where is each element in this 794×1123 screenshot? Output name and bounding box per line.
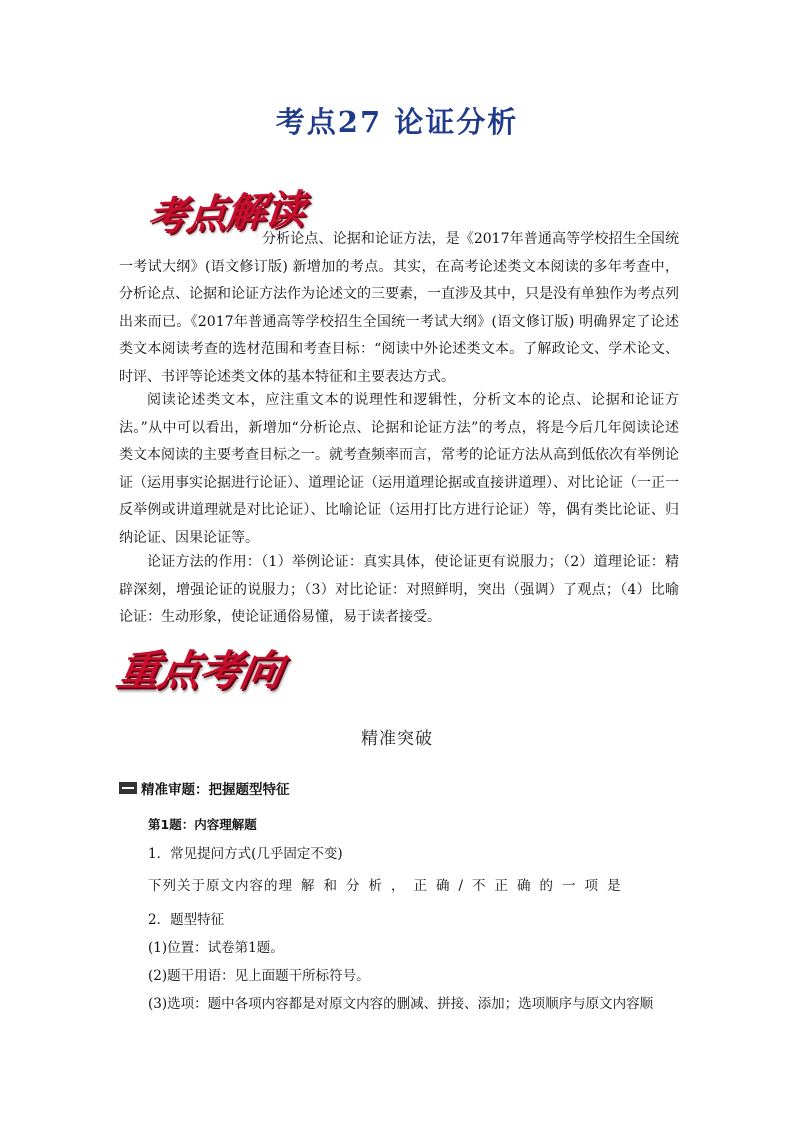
- kaodian-jiedu-logo: 考点解读: [145, 186, 307, 242]
- feature-options: (3)选项：题中各项内容都是对原文内容的删减、拼接、添加；选项顺序与原文内容顺: [148, 996, 654, 1012]
- dash-box-icon: [119, 782, 137, 794]
- typical-question: [148, 874, 630, 894]
- intro-paragraph-3: 论证方法的作用：（1）举例论证：真实具体，使论证更有说服力；（2）道理论证：精辟深刻，增强论证的说服力；（3）对比论证：对照鲜明，突出（强调）了观点；（4）比喻论证：生动形象，使论证通俗易懂，易于读者接受。: [119, 554, 679, 625]
- section-heading-label: 精准审题：把握题型特征: [141, 782, 290, 798]
- feature-stem: (2)题干用语：见上面题干所标符号。: [148, 968, 370, 984]
- question-type-label: 第1题：内容理解题: [148, 817, 257, 832]
- item-1-heading: 1．常见提问方式(几乎固定不变): [148, 846, 343, 862]
- feature-position: (1)位置：试卷第1题。: [148, 940, 284, 956]
- zhongdian-kaoxiang-logo: 重点考向: [113, 646, 286, 695]
- section-subtitle: 精准突破: [361, 729, 433, 749]
- section-heading: [119, 778, 290, 798]
- typical-question-prefix: 下列关于原文内容的: [148, 878, 279, 894]
- item-2-heading: 2．题型特征: [148, 912, 225, 928]
- page-title: 考点27 论证分析: [275, 105, 519, 139]
- intro-paragraph-1: 分析论点、论据和论证方法，是《2017年普通高等学校招生全国统一考试大纲》(语文修订版) 新增加的考点。其实，在高考论述类文本阅读的多年考查中，分析论点、论据和论证方法作为论述文的三要素，一直涉及其中，只是没有单独作为考点列出来而已。《2017年普通高等学校招生全国统一考试大纲》(语文修订版) 明确界定了论述类文本阅读考查的选材范围和考查目标：“阅读中外论述类文本。了解政论文、学术论文、时评、书评等论述类文体的基本特征和主要表达方式。: [119, 231, 679, 385]
- typical-question-suffix: 理解和分析，正确/不正确的一项是: [278, 878, 630, 894]
- intro-paragraph-2: 阅读论述类文本，应注重文本的说理性和逻辑性，分析文本的论点、论据和论证方法。”从中可以看出，新增加“分析论点、论据和论证方法”的考点，将是今后几年阅读论述类文本阅读的主要考查目标之一。就考查频率而言，常考的论证方法从高到低依次有举例论证（运用事实论据进行论证）、道理论证（运用道理论据或直接讲道理）、对比论证（一正一反举例或讲道理就是对比论证）、比喻论证（运用打比方进行论证）等，偶有类比论证、归纳论证、因果论证等。: [119, 392, 679, 546]
